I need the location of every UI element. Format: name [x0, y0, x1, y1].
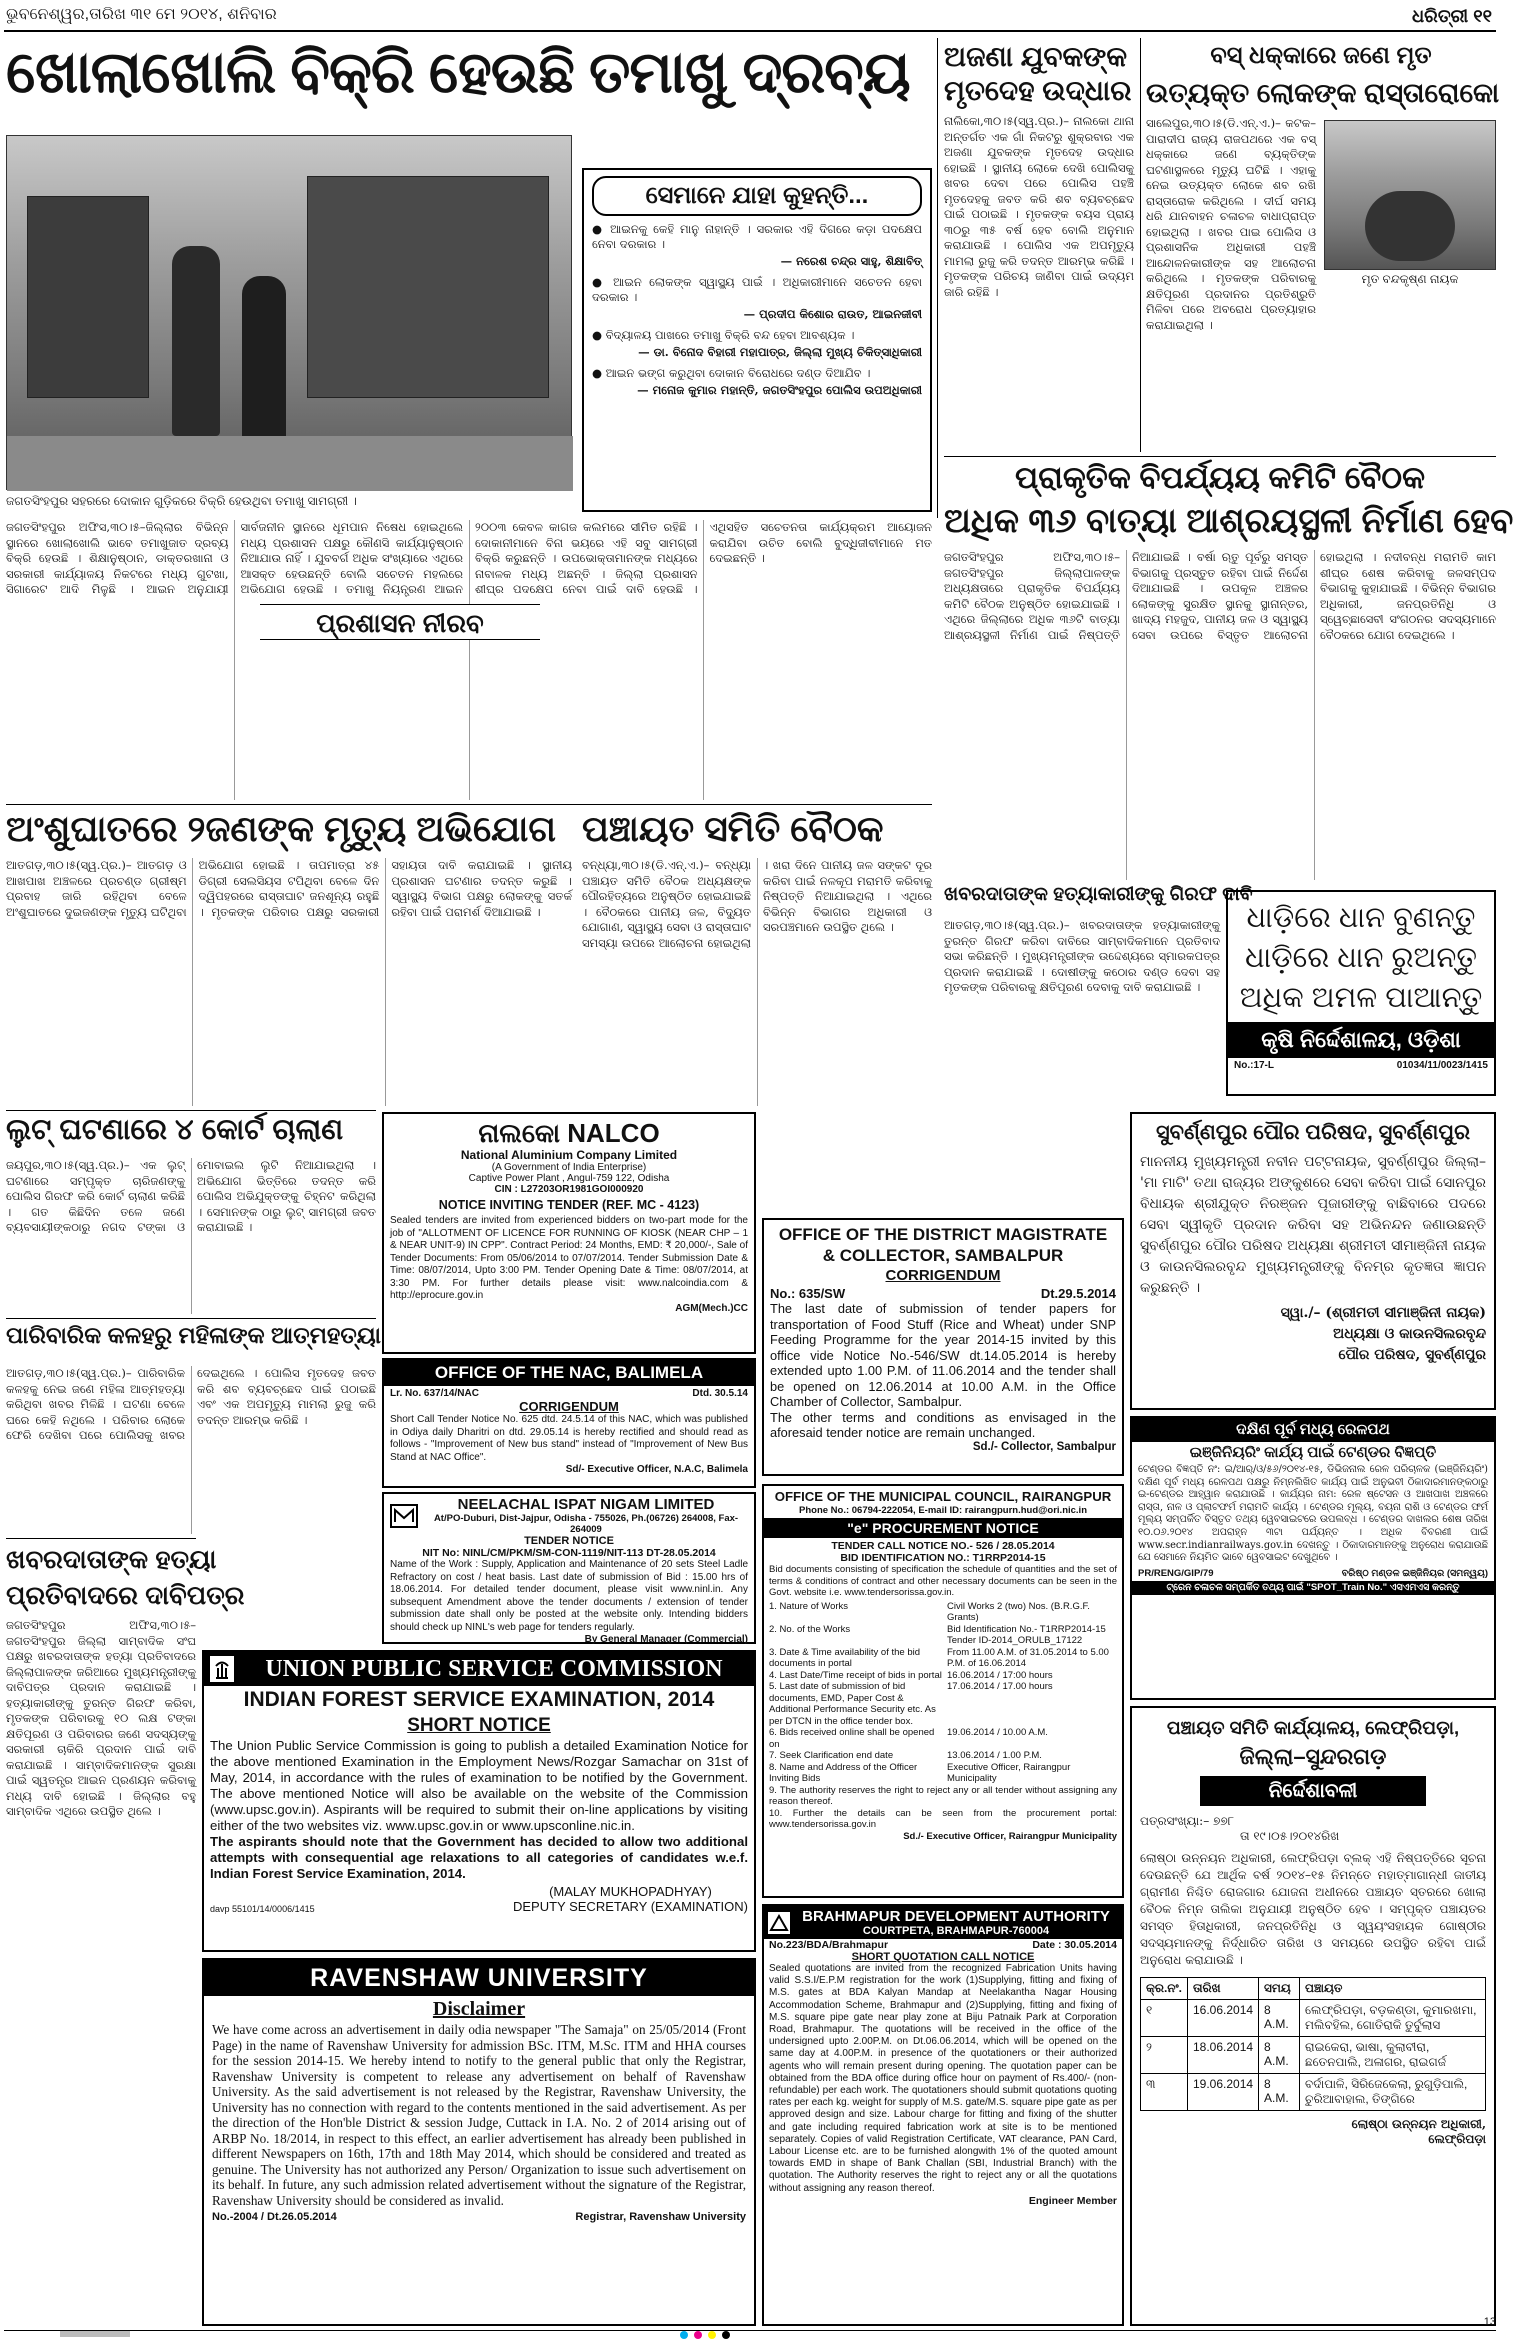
lephripara-column-header: ତାରିଖ: [1187, 1978, 1258, 2000]
bus-headline-1: ବସ୍ ଧକ୍କାରେ ଜଣେ ମୃତ: [1210, 42, 1432, 69]
table-cell: ୩: [1141, 2074, 1188, 2111]
rairangpur-row: [769, 1681, 1117, 1727]
unknown-body: ନାଲିକୋ,୩୦।୫(ସ୍ୱ.ପ୍ର.)– ନାଲକୋ ଥାନା ଅନ୍ତର୍ଗତ ଏକ ଗାଁ ନିକଟରୁ ଶୁକ୍ରବାର ଏକ ଅଜଣା ଯୁବକଙ୍କ ମୃତଦେହ ଉଦ୍ଧାର ହୋଇଛି । ସ୍ଥାନୀୟ ଲୋକେ ଦେଖି ପୋଲିସକୁ ଖବର ଦେବା ପରେ ପୋଲିସ ପହଞ୍ଚି ମୃତଦେହକୁ ଜବତ କରି ଶବ ବ୍ୟବଚ୍ଛେଦ ପାଇଁ ପଠାଇଛି । ମୃତକଙ୍କ ବୟସ ପ୍ରାୟ ୩୦ରୁ ୩୫ ବର୍ଷ ହେବ ବୋଲି ଅନୁମାନ କରାଯାଉଛି । ପୋଲିସ ଏକ ଅପମୃତ୍ୟୁ ମାମଲା ରୁଜୁ କରି ତଦନ୍ତ ଆରମ୍ଭ କରିଛି । ମୃତକଙ୍କ ପରିଚୟ ଜାଣିବା ପାଇଁ ଉଦ୍ୟମ ଜାରି ରହିଛି ।: [944, 114, 1134, 299]
lephripara-column-header: କ୍ର.ନଂ.: [1141, 1978, 1188, 2000]
disaster-headline-2: ଅଧିକ ୩୬ ବାତ୍ୟା ଆଶ୍ରୟସ୍ଥଳୀ ନିର୍ମାଣ ହେବ: [944, 502, 1513, 540]
railway-footer: ଟ୍ରେନ ଚଳାଚଳ ସମ୍ପର୍କିତ ତଥ୍ୟ ପାଇଁ "SPOT_Train No." ଏସଏମଏସ କରନ୍ତୁ: [1132, 1581, 1494, 1595]
ravenshaw-ad: [202, 1958, 756, 2326]
rairangpur-row-value: Executive Officer, Rairangpur Municipality: [947, 1761, 1071, 1784]
sambalpur-title-1: OFFICE OF THE DISTRICT MAGISTRATE: [778, 1225, 1108, 1244]
quote-source: — ପ୍ରଦୀପ କିଶୋର ରାଉତ, ଆଇନଜୀବୀ: [743, 307, 922, 321]
column-rule: [6, 1538, 196, 1539]
sambalpur-sign: Sd./- Collector, Sambalpur: [972, 1440, 1116, 1453]
agri-ad: [1226, 890, 1496, 1096]
nalco-ad: [382, 1112, 756, 1354]
lead-headline: ଖୋଲାଖୋଲି ବିକ୍ରି ହେଉଛି ତମାଖୁ ଦ୍ରବ୍ୟ: [6, 40, 910, 105]
quote-source: — ଡା. ବିନୋଦ ବିହାରୀ ମହାପାତ୍ର, ଜିଲ୍ଲା ମୁଖ୍ୟ ଚିକିତ୍ସାଧିକାରୀ: [638, 345, 922, 359]
table-row: [1141, 2000, 1486, 2037]
rairangpur-row: [769, 1750, 1117, 1762]
column-rule: [6, 804, 932, 805]
nac-title: OFFICE OF THE NAC, BALIMELA: [384, 1360, 754, 1386]
lead-photo-caption: ଜଗତସିଂହପୁର ସହରରେ ଦୋକାନ ଗୁଡ଼ିକରେ ବିକ୍ରି ହେଉଥିବା ତମାଖୁ ସାମଗ୍ରୀ ।: [6, 494, 357, 508]
agri-line-3: ଅଧିକ ଅମଳ ପାଆନ୍ତୁ: [1239, 982, 1483, 1014]
protest-body: ଜଗତସିଂହପୁର ଅଫିସ,୩୦।୫– ଜଗତସିଂହପୁର ଜିଲ୍ଲା ସାମ୍ବାଦିକ ସଂଘ ପକ୍ଷରୁ ଖବରଦାତାଙ୍କ ହତ୍ୟା ପ୍ରତିବାଦରେ ଜିଲ୍ଲାପାଳଙ୍କ ଜରିଆରେ ମୁଖ୍ୟମନ୍ତ୍ରୀଙ୍କୁ ଦାବିପତ୍ର ପ୍ରଦାନ କରାଯାଇଛି । ହତ୍ୟାକାରୀଙ୍କୁ ତୁରନ୍ତ ଗିରଫ କରିବା, ମୃତକଙ୍କ ପରିବାରକୁ ୧୦ ଲକ୍ଷ ଟଙ୍କା କ୍ଷତିପୂରଣ ଓ ପରିବାରର ଜଣେ ସଦସ୍ୟଙ୍କୁ ସରକାରୀ ଚାକିରି ପ୍ରଦାନ ପାଇଁ ଦାବି କରାଯାଇଛି । ସାମ୍ବାଦିକମାନଙ୍କ ସୁରକ୍ଷା ପାଇଁ ସ୍ୱତନ୍ତ୍ର ଆଇନ ପ୍ରଣୟନ କରିବାକୁ ମଧ୍ୟ ଦାବି ହୋଇଛି । ଜିଲ୍ଲାର ବହୁ ସାମ୍ବାଦିକ ଏଥିରେ ଉପସ୍ଥିତ ଥିଲେ ।: [6, 1618, 196, 1818]
rairangpur-row-key: 4. Last Date/Time receipt of bids in portal: [769, 1669, 942, 1681]
rairangpur-row-value: Bid Identification No.- T1RRP2014-15 Tender ID-2014_ORULB_17122: [947, 1623, 1106, 1646]
ravenshaw-body: We have come across an advertisement in daily odia newspaper "The Samaja" on 25/05/2014 (Front Page) in the name of Ravenshaw University for admission BSc. ITM, M.Sc. ITM and HHA courses for the session 2014-15. We hereby intend to notify to the general public that only the Registrar, Ravenshaw University is competent to release any advertisement on behalf of Ravenshaw University. As the said advertisement is not released by the Registrar, Ravenshaw University, the University has no connection with regard to the contents mentioned in the said advertisement. As per the direction of the Hon'ble District & session Judge, Cuttack in I.A. No. 2 of 2014 arising out of ARBP No. 18/2014, in respect to this effect, an earlier advertisement has already been published in different Newspapers on 16th, 17th and 18th May 2014, which should be considered and treated as genuine. The University has not authorized any Person/ Organization to issue such advertisement on its behalf. In future, any such admission related advertisement without the signature of the Registrar, Ravenshaw University should be considered as invalid.: [212, 2022, 746, 2208]
lephripara-sign-1: ଲୋଷ୍ଠା ଉନ୍ନୟନ ଅଧିକାରୀ,: [1351, 2117, 1486, 2131]
agri-line-2: ଧାଡ଼ିରେ ଧାନ ରୁଅନ୍ତୁ: [1244, 942, 1478, 974]
rairangpur-row-key: 5. Last date of submission of bid documents, EMD, Paper Cost & Additional Performance Security etc. As per DTCN in the office tender box.: [769, 1681, 936, 1727]
journalist-body: ଆତଗଡ଼,୩୦।୫(ସ୍ୱ.ପ୍ର.)– ଖବରଦାତାଙ୍କ ହତ୍ୟାକାରୀଙ୍କୁ ତୁରନ୍ତ ଗିରଫ କରିବା ଦାବିରେ ସାମ୍ବାଦିକମାନେ ପ୍ରତିବାଦ ସଭା କରିଛନ୍ତି । ମୁଖ୍ୟମନ୍ତ୍ରୀଙ୍କ ଉଦ୍ଦେଶ୍ୟରେ ସ୍ମାରକପତ୍ର ପ୍ରଦାନ କରାଯାଇଛି । ଦୋଷୀଙ୍କୁ କଠୋର ଦଣ୍ଡ ଦେବା ସହ ମୃତକଙ୍କ ପରିବାରକୁ କ୍ଷତିପୂରଣ ଦେବାକୁ ଦାବି କରାଯାଇଛି ।: [944, 918, 1220, 994]
quote-item: ● ଆଇନକୁ କେହି ମାନୁ ନାହାନ୍ତି । ସରକାର ଏହି ଦିଗରେ କଡ଼ା ପଦକ୍ଷେପ ନେବା ଦରକାର ।: [592, 222, 922, 251]
rairangpur-note-9: 9. The authority reserves the right to reject any or all tender without assigning any reason thereof.: [769, 1784, 1117, 1807]
upsc-sign-name: (MALAY MUKHOPADHYAY): [549, 1884, 712, 1899]
quote-item: ● ଆଇନ ଭଙ୍ଗ କରୁଥିବା ଦୋକାନ ବିରୋଧରେ ଦଣ୍ଡ ଦିଆଯିବ ।: [592, 366, 871, 380]
rairangpur-row-key: 1. Nature of Works: [769, 1600, 849, 1612]
page-number: 13: [1483, 2316, 1496, 2328]
table-row: [1141, 2074, 1486, 2111]
nac-sub: CORRIGENDUM: [519, 1399, 619, 1414]
bus-photo-caption: ମୃତ ବନ୍ଦକୃଷ୍ଣ ନାୟକ: [1361, 272, 1459, 286]
table-cell: 8 A.M.: [1259, 2074, 1300, 2111]
lightning-headline: ଅଂଶୁଘାତରେ ୨ଜଣଙ୍କ ମୃତ୍ୟୁ ଅଭିଯୋଗ: [6, 808, 556, 849]
nalco-logo: [390, 1118, 748, 1148]
lephripara-title-2: ଜିଲ୍ଲା–ସୁନ୍ଦରଗଡ଼: [1239, 1744, 1387, 1769]
lead-subhead: ପ୍ରଶାସନ ନୀରବ: [260, 604, 540, 640]
subarnapur-sign-3: ପୌର ପରିଷଦ, ସୁବର୍ଣ୍ଣପୁର: [1338, 1347, 1486, 1363]
railway-ad: [1130, 1416, 1496, 1700]
sambalpur-no: No.: 635/SW: [770, 1286, 846, 1301]
ninl-logo-icon: [390, 1504, 418, 1528]
column-rule: [937, 38, 938, 518]
table-cell: ରାଇକେରା, ଭାଷା, କୁଲାବୀରା, ଛତେନପାଲି, ଅଳାଗର, ରାଇଗର୍ଜ: [1300, 2037, 1486, 2074]
nalco-sign: AGM(Mech.)CC: [675, 1302, 748, 1314]
top-rule: [4, 30, 1496, 32]
quote-box-title: ସେମାନେ ଯାହା କୁହନ୍ତି...: [592, 176, 922, 216]
lead-body-text: ଜଗତସିଂହପୁର ଅଫିସ,୩୦।୫–ଜିଲ୍ଲାର ବିଭିନ୍ନ ସ୍ଥାନରେ ଖୋଲାଖୋଲି ଭାବେ ତମାଖୁଜାତ ଦ୍ରବ୍ୟ ବିକ୍ରି ହେଉଛି । ଶିକ୍ଷାନୁଷ୍ଠାନ, ଡାକ୍ତରଖାନା ଓ ସରକାରୀ କାର୍ଯ୍ୟାଳୟ ନିକଟରେ ମଧ୍ୟ ଗୁଟଖା, ସିଗାରେଟ ଆଦି ମିଳୁଛି । ଆଇନ ଅନୁଯାୟୀ ସାର୍ବଜନୀନ ସ୍ଥାନରେ ଧୂମପାନ ନିଷେଧ ହୋଇଥିଲେ ମଧ୍ୟ ପ୍ରଶାସନ ପକ୍ଷରୁ କୌଣସି କାର୍ଯ୍ୟାନୁଷ୍ଠାନ ନିଆଯାଉ ନାହିଁ । ଯୁବବର୍ଗ ଅଧିକ ସଂଖ୍ୟାରେ ଏଥିରେ ଆସକ୍ତ ହେଉଛନ୍ତି ବୋଲି ସଚେତନ ମହଲରେ ଅଭିଯୋଗ ହେଉଛି । ତମାଖୁ ନିୟନ୍ତ୍ରଣ ଆଇନ ୨୦୦୩ କେବଳ କାଗଜ କଲମରେ ସୀମିତ ରହିଛି । ଦୋକାନୀମାନେ ବିନା ଭୟରେ ଏହି ସବୁ ସାମଗ୍ରୀ ବିକ୍ରି କରୁଛନ୍ତି । ଉପଭୋକ୍ତାମାନଙ୍କ ମଧ୍ୟରେ ନାବାଳକ ମଧ୍ୟ ଅଛନ୍ତି । ଜିଲ୍ଲା ପ୍ରଶାସନ ଶୀଘ୍ର ପଦକ୍ଷେପ ନେବା ପାଇଁ ଦାବି ହେଉଛି । ଏଥିସହିତ ସଚେତନତା କାର୍ଯ୍ୟକ୍ରମ ଆୟୋଜନ କରାଯିବା ଉଚିତ ବୋଲି ବୁଦ୍ଧିଜୀବୀମାନେ ମତ ଦେଇଛନ୍ତି ।: [6, 520, 932, 596]
nalco-sub1: (A Government of India Enterprise): [491, 1162, 647, 1173]
unknown-headline-2: ମୃତଦେହ ଉଦ୍ଧାର: [944, 75, 1132, 106]
rairangpur-call: TENDER CALL NOTICE NO.- 526 / 28.05.2014: [831, 1540, 1055, 1552]
nalco-sub2: Captive Power Plant , Angul-759 122, Odisha: [468, 1173, 670, 1184]
table-cell: ବର୍ଦାପାଳି, ସିରିଜେକେଲା, ରୁଗୁଡ଼ିପାଲି, ଚୁରିଆବାହାଲ, ତିଙ୍ଗିରେ: [1300, 2074, 1486, 2111]
rairangpur-row-key: 7. Seek Clarification end date: [769, 1750, 894, 1761]
nac-letter: Lr. No. 637/14/NAC: [390, 1388, 479, 1399]
agri-line-1: ଧାଡ଼ିରେ ଧାନ ବୁଣନ୍ତୁ: [1246, 902, 1476, 934]
sambalpur-title-2: & COLLECTOR, SAMBALPUR: [822, 1246, 1064, 1265]
lephripara-patra: ପତ୍ରସଂଖ୍ୟା:– ୭୭୮: [1140, 1814, 1234, 1828]
railway-ref: PR/RENG/GIP/79: [1138, 1567, 1214, 1579]
rairangpur-phone: Phone No.: 06794-222054, E-mail ID: rairangpurn.hud@ori.nic.in: [799, 1505, 1087, 1516]
upsc-emblem-icon: [210, 1656, 234, 1682]
rairangpur-bid: BID IDENTIFICATION NO.: T1RRP2014-15: [840, 1552, 1046, 1564]
rairangpur-row-value: 17.06.2014 / 17.00 hours: [947, 1681, 1053, 1692]
samiti-headline: ପଞ୍ଚାୟତ ସମିତି ବୈଠକ: [582, 808, 884, 849]
samiti-body: ବନ୍ଧ୍ୟା,୩୦।୫(ଡି.ଏନ୍.ଏ.)– ବନ୍ଧ୍ୟା ପଞ୍ଚାୟତ ସମିତି ବୈଠକ ଅଧ୍ୟକ୍ଷଙ୍କ ପୌରହିତ୍ୟରେ ଅନୁଷ୍ଠିତ ହୋଇଯାଇଛି । ବୈଠକରେ ପାନୀୟ ଜଳ, ବିଦ୍ୟୁତ ଯୋଗାଣ, ସ୍ୱାସ୍ଥ୍ୟ ସେବା ଓ ରାସ୍ତାଘାଟ ସମସ୍ୟା ଉପରେ ଆଲୋଚନା ହୋଇଥିଲା । ଖରା ଦିନେ ପାନୀୟ ଜଳ ସଙ୍କଟ ଦୂର କରିବା ପାଇଁ ନଳକୂପ ମରାମତି କରିବାକୁ ନିଷ୍ପତ୍ତି ନିଆଯାଇଥିଲା । ଏଥିରେ ବିଭିନ୍ନ ବିଭାଗର ଅଧିକାରୀ ଓ ସରପଞ୍ଚମାନେ ଉପସ୍ଥିତ ଥିଲେ ।: [582, 858, 932, 950]
lephripara-date: ତା ୧୯।୦୫।୨୦୧୪ରିଖ: [1240, 1829, 1340, 1843]
bus-body: ସାଲେପୁର,୩୦।୫(ଡି.ଏନ୍.ଏ.)– କଟକ–ପାରାଦୀପ ରାଜ୍ୟ ରାଜପଥରେ ଏକ ବସ୍ ଧକ୍କାରେ ଜଣେ ବ୍ୟକ୍ତିଙ୍କ ଘଟଣାସ୍ଥଳରେ ମୃତ୍ୟୁ ଘଟିଛି । ଏହାକୁ ନେଇ ଉତ୍ୟକ୍ତ ଲୋକେ ଶବ ରଖି ରାସ୍ତାରୋକ କରିଥିଲେ । ଦୀର୍ଘ ସମୟ ଧରି ଯାନବାହନ ଚଳାଚଳ ବାଧାପ୍ରାପ୍ତ ହୋଇଥିଲା । ଖବର ପାଇ ପୋଲିସ ଓ ପ୍ରଶାସନିକ ଅଧିକାରୀ ପହଞ୍ଚି ଆନ୍ଦୋଳନକାରୀଙ୍କ ସହ ଆଲୋଚନା କରିଥିଲେ । ମୃତକଙ୍କ ପରିବାରକୁ କ୍ଷତିପୂରଣ ପ୍ରଦାନର ପ୍ରତିଶ୍ରୁତି ମିଳିବା ପରେ ଅବରୋଧ ପ୍ରତ୍ୟାହାର କରାଯାଇଥିଲା ।: [1146, 116, 1316, 332]
railway-title: ଇଞ୍ଜିନିୟରିଂ କାର୍ଯ୍ୟ ପାଇଁ ଟେଣ୍ଡର ବିଜ୍ଞପ୍ତି: [1189, 1444, 1437, 1461]
table-cell: 8 A.M.: [1259, 2037, 1300, 2074]
nac-body: Short Call Tender Notice No. 625 dtd. 24.5.14 of this NAC, which was published in Odiya daily Dharitri on dtd. 29.05.14 is hereby rectified and should read as follows - "Improvement of New bus stand" instead of "Improvement of New Bus Stand at NAC Office".: [390, 1414, 748, 1463]
upsc-exam: INDIAN FOREST SERVICE EXAMINATION, 2014: [243, 1688, 715, 1711]
agri-ref-right: 01034/11/0023/1415: [1396, 1060, 1488, 1071]
ravenshaw-title: RAVENSHAW UNIVERSITY: [204, 1960, 754, 1996]
table-cell: ଲେଫ୍ରିପଡ଼ା, ବଡ଼କଣ୍ଡା, କୁମାରଖମା, ମଲିବହିଲ, ଗୋତିରାକି ତୁର୍ବୁଲାସ: [1300, 2000, 1486, 2037]
rairangpur-row: [769, 1762, 1117, 1785]
rairangpur-note-10: 10. Further the details can be seen from the procurement portal: www.tendersorissa.gov.in: [769, 1807, 1117, 1830]
disaster-body: ଜଗତସିଂହପୁର ଅଫିସ,୩୦।୫– ଜଗତସିଂହପୁର ଜିଲ୍ଲାପାଳଙ୍କ ଅଧ୍ୟକ୍ଷତାରେ ପ୍ରାକୃତିକ ବିପର୍ଯ୍ୟୟ କମିଟି ବୈଠକ ଅନୁଷ୍ଠିତ ହୋଇଯାଇଛି । ଏଥିରେ ଜିଲ୍ଲାରେ ଅଧିକ ୩୬ଟି ବାତ୍ୟା ଆଶ୍ରୟସ୍ଥଳୀ ନିର୍ମାଣ ପାଇଁ ନିଷ୍ପତ୍ତି ନିଆଯାଇଛି । ବର୍ଷା ଋତୁ ପୂର୍ବରୁ ସମସ୍ତ ବିଭାଗକୁ ପ୍ରସ୍ତୁତ ରହିବା ପାଇଁ ନିର୍ଦ୍ଦେଶ ଦିଆଯାଇଛି । ଉପକୂଳ ଅଞ୍ଚଳର ଲୋକଙ୍କୁ ସୁରକ୍ଷିତ ସ୍ଥାନକୁ ସ୍ଥାନାନ୍ତର, ଖାଦ୍ୟ ମହଜୁଦ, ପାନୀୟ ଜଳ ଓ ସ୍ୱାସ୍ଥ୍ୟ ସେବା ଉପରେ ବିସ୍ତୃତ ଆଲୋଚନା ହୋଇଥିଲା । ନଦୀବନ୍ଧ ମରାମତି କାମ ଶୀଘ୍ର ଶେଷ କରିବାକୁ ଜଳସମ୍ପଦ ବିଭାଗକୁ କୁହାଯାଇଛି । ବିଭିନ୍ନ ବିଭାଗର ଅଧିକାରୀ, ଜନପ୍ରତିନିଧି ଓ ସ୍ୱେଚ୍ଛାସେବୀ ସଂଗଠନର ସଦସ୍ୟମାନେ ବୈଠକରେ ଯୋଗ ଦେଇଥିଲେ ।: [944, 550, 1496, 642]
rairangpur-sign: Sd./- Executive Officer, Rairangpur Municipality: [903, 1830, 1117, 1842]
railway-header: ଦକ୍ଷିଣ ପୂର୍ବ ମଧ୍ୟ ରେଳପଥ: [1132, 1418, 1494, 1442]
railway-sign: ବରିଷ୍ଠ ମଣ୍ଡଳ ଇଞ୍ଜିନିୟର (ସମନ୍ୱୟ): [1341, 1567, 1488, 1579]
nalco-body: Sealed tenders are invited from experienced bidders on two-part mode for the job of "ALLOTMENT OF LICENCE FOR RUNNING OF KIOSK (NEAR CHP – 1 & NEAR UNIT-9) IN CPP". Contract Period: 24 Months, EMD: ₹ 20,000/-, Sale of Tender Documents: From 05/06/2014 to 07/07/2014. Tender Submission Date & Time: 08/07/2014, Upto 3:00 PM. Tender Opening Date & Time: 08/07/2014, at 3:30 PM. For further details please visit: www.nalcoindia.com & http://eprocure.gov.in: [390, 1215, 748, 1301]
bda-date: Date : 30.05.2014: [1032, 1939, 1117, 1951]
ninl-title: NEELACHAL ISPAT NIGAM LIMITED: [457, 1496, 715, 1513]
suicide-body: ଆତଗଡ଼,୩୦।୫(ସ୍ୱ.ପ୍ର.)– ପାରିବାରିକ କଳହକୁ ନେଇ ଜଣେ ମହିଳା ଆତ୍ମହତ୍ୟା କରିଥିବା ଖବର ମିଳିଛି । ଘଟଣା ବେଳେ ଘରେ କେହି ନଥିଲେ । ପରିବାର ଲୋକେ ଫେରି ଦେଖିବା ପରେ ପୋଲିସକୁ ଖବର ଦେଇଥିଲେ । ପୋଲିସ ମୃତଦେହ ଜବତ କରି ଶବ ବ୍ୟବଚ୍ଛେଦ ପାଇଁ ପଠାଇଛି ଏବଂ ଏକ ଅପମୃତ୍ୟୁ ମାମଲା ରୁଜୁ କରି ତଦନ୍ତ ଆରମ୍ଭ କରିଛି ।: [6, 1366, 376, 1442]
folio-page-title: ଧରିତ୍ରୀ ୧୧: [1412, 6, 1492, 26]
column-rule: [1140, 38, 1141, 452]
upsc-body: The Union Public Service Commission is going to publish a detailed Examination Notice for the above mentioned Examination in the Employment News/Rozgar Samachar on 31st of May, 2014, in accordance with the rules of examination to be notified by the Government. The above mentioned Notice will also be available on the website of the Commission (www.upsc.gov.in). Aspirants will be required to submit their on-line applications by visiting either of the two websites viz. www.upsc.gov.in or www.upsconline.nic.in.: [210, 1738, 748, 1833]
bda-sub: SHORT QUOTATION CALL NOTICE: [851, 1951, 1035, 1963]
bus-photo: [1324, 120, 1496, 270]
agri-ref-left: No.:17-L: [1234, 1060, 1274, 1071]
quote-source: — ମନୋଜ କୁମାର ମହାନ୍ତି, ଜଗତସିଂହପୁର ପୋଲିସ ଉପଅଧିକାରୀ: [637, 383, 922, 397]
registration-mark: [708, 2331, 716, 2339]
lephripara-table: [1140, 1977, 1486, 2111]
subarnapur-sign-1: ସ୍ୱା./– (ଶ୍ରୀମତୀ ସୀମାଞ୍ଜିନୀ ନାୟକ): [1280, 1305, 1486, 1321]
sambalpur-body-2: The other terms and conditions as envisaged in the aforesaid tender notice are remain unchanged.: [770, 1409, 1116, 1440]
bda-ad: [762, 1904, 1124, 2326]
ravenshaw-sign: Registrar, Ravenshaw University: [575, 2211, 746, 2223]
disaster-headline-1: ପ୍ରାକୃତିକ ବିପର୍ଯ୍ୟୟ କମିଟି ବୈଠକ: [1015, 460, 1425, 495]
lephripara-sign-2: ଲେଫ୍ରିପଡ଼ା: [1428, 2132, 1486, 2146]
rairangpur-row: [769, 1647, 1117, 1670]
rairangpur-row-key: 2. No. of the Works: [769, 1623, 851, 1635]
rairangpur-row: [769, 1670, 1117, 1682]
lightning-body: ଆତଗଡ଼,୩୦।୫(ସ୍ୱ.ପ୍ର.)– ଆତଗଡ଼ ଓ ଆଖପାଖ ଅଞ୍ଚଳରେ ପ୍ରଚଣ୍ଡ ଗ୍ରୀଷ୍ମ ପ୍ରବାହ ଜାରି ରହିଥିବା ବେଳେ ଅଂଶୁଘାତରେ ଦୁଇଜଣଙ୍କ ମୃତ୍ୟୁ ଘଟିଥିବା ଅଭିଯୋଗ ହୋଇଛି । ତାପମାତ୍ରା ୪୫ ଡିଗ୍ରୀ ସେଲସିୟସ ଟପିଥିବା ବେଳେ ଦିନ ଦ୍ୱିପହରରେ ରାସ୍ତାଘାଟ ଜନଶୂନ୍ୟ ରହୁଛି । ମୃତକଙ୍କ ପରିବାର ପକ୍ଷରୁ ସରକାରୀ ସହାୟତା ଦାବି କରାଯାଇଛି । ସ୍ଥାନୀୟ ପ୍ରଶାସନ ଘଟଣାର ତଦନ୍ତ କରୁଛି । ସ୍ୱାସ୍ଥ୍ୟ ବିଭାଗ ପକ୍ଷରୁ ଲୋକଙ୍କୁ ସତର୍କ ରହିବା ପାଇଁ ପରାମର୍ଶ ଦିଆଯାଇଛି ।: [6, 858, 572, 919]
rairangpur-title: OFFICE OF THE MUNICIPAL COUNCIL, RAIRANGPUR: [774, 1489, 1112, 1504]
registration-mark: [60, 2331, 130, 2337]
rairangpur-row-key: 6. Bids received online shall be opened on: [769, 1727, 935, 1750]
protest-headline-2: ପ୍ରତିବାଦରେ ଦାବିପତ୍ର: [6, 1580, 245, 1610]
ninl-sub: TENDER NOTICE: [524, 1535, 614, 1547]
registration-mark: [680, 2331, 688, 2339]
rairangpur-row: [769, 1601, 1117, 1624]
bottom-rule: [4, 2330, 1496, 2331]
railway-body: ଟେଣ୍ଡର ବିଜ୍ଞପ୍ତି ନଂ: ଇ/ଆର୍/ଓ/୫୬/୨୦୧୪-୧୫, ଡିଭିଜନାଲ ରେଳ ପରିଚାଳକ (ଇଞ୍ଜିନିୟରିଂ) ଦକ୍ଷିଣ ପୂର୍ବ ମଧ୍ୟ ରେଳପଥ ପକ୍ଷରୁ ନିମ୍ନଲିଖିତ କାର୍ଯ୍ୟ ପାଇଁ ଅନୁଭବୀ ଠିକାଦାରମାନଙ୍କଠାରୁ ଇ-ଟେଣ୍ଡର ଆହ୍ୱାନ କରାଯାଉଛି । କାର୍ଯ୍ୟର ନାମ: ରେଳ ଷ୍ଟେସନ ଓ ଆଖପାଖ ଅଞ୍ଚଳରେ ରାସ୍ତା, ନାଳ ଓ ପ୍ଲାଟଫର୍ମ ମରାମତି କାର୍ଯ୍ୟ । ଟେଣ୍ଡର ମୂଲ୍ୟ, ବୟନା ରାଶି ଓ ଟେଣ୍ଡର ଫର୍ମ ମୂଲ୍ୟ ସମ୍ପର୍କିତ ବିସ୍ତୃତ ତଥ୍ୟ ୱେବସାଇଟରେ ଉପଲବ୍ଧ । ଟେଣ୍ଡର ଦାଖଲର ଶେଷ ତାରିଖ ୧୦.୦୬.୨୦୧୪ ଅପରାହ୍ନ ୩ଟା ପର୍ଯ୍ୟନ୍ତ । ଅଧିକ ବିବରଣୀ ପାଇଁ www.secr.indianrailways.gov.in ଦେଖନ୍ତୁ । ଠିକାଦାରମାନଙ୍କୁ ଅନୁରୋଧ କରାଯାଉଛି ଯେ ସେମାନେ ନିୟମିତ ଭାବେ ୱେବସାଇଟ ଦେଖୁଥିବେ ।: [1138, 1464, 1488, 1564]
ninl-sign: By General Manager (Commercial): [584, 1634, 748, 1645]
lephripara-column-header: ସମୟ: [1259, 1978, 1300, 2000]
rairangpur-row-key: 8. Name and Address of the Officer Inviting Bids: [769, 1761, 918, 1784]
ninl-body: Name of the Work : Supply, Application and Maintenance of 20 sets Steel Ladle Refractory on cost / heat basis. Last date of submission of Bid : 15.00 hrs of 18.06.2014. For detailed tender document, please visit www.ninl.in. Any subsequent Amendment above the tender documents / extension of tender submission date shall only be posted at the website only. Intending bidders should check up NINL's web page for tenders regularly.: [390, 1559, 748, 1633]
nac-sign: Sd/- Executive Officer, N.A.C, Balimela: [565, 1464, 748, 1475]
lephripara-title-1: ପଞ୍ଚାୟତ ସମିତି କାର୍ଯ୍ୟାଳୟ, ଲେଫ୍ରିପଡ଼ା,: [1166, 1717, 1460, 1738]
bda-body: Sealed quotations are invited from the recognized Fabrication Units having valid S.S.I/E.P.M registration for the work (1)Supplying, fitting and fixing of M.S. gates at BDA Kalyan Mandap at Neelakantha Nagar Housing Accommodation Scheme, Brahmapur and (2)Supplying, fitting and fixing of M.S. square pipe gate near play zone at Biju Patnaik Park at Corporation Road, Brahmapur. The quotations will be received in the office of the undersigned upto 2.00P.M. on Dt.06.06.2014, which will be opened on the same day at 4.00P.M. in presence of the quotationers or their authorized agents who will remain present during opening. The quotation paper can be obtained from the BDA office during office hour on payment of Rs.400/- (non-refundable) per each work. The quotationers should submit quotations quoting rates per each kg. weight for supply of M.S. gate/M.S. square pipe gate as per approved design and size. Labour charge for fitting and fixing of the shutter and gate including required fabrication work at site is to be mentioned separately. Copies of valid Registration Certificate, VAT clearance, PAN Card, Labour License etc. are to be furnished alongwith 1% of the quoted amount towards EMD in shape of Bank Challan (SBI, Industrial Branch) with the quotation. The Authority reserves the right to reject any or all the quotations without assigning any reason thereof.: [769, 1963, 1117, 2194]
rairangpur-row: [769, 1727, 1117, 1750]
subarnapur-sign-2: ଅଧ୍ୟକ୍ଷା ଓ କାଉନସିଲରବୃନ୍ଦ: [1333, 1326, 1486, 1342]
nalco-title: NOTICE INVITING TENDER (REF. MC - 4123): [438, 1198, 700, 1212]
protest-headline-1: ଖବରଦାତାଙ୍କ ହତ୍ୟା: [6, 1544, 217, 1574]
agri-footer: କୃଷି ନିର୍ଦ୍ଦେଶାଳୟ, ଓଡ଼ିଶା: [1228, 1022, 1494, 1058]
ninl-nit: NIT No: NINL/CM/PKM/SM-CON-1119/NIT-113 DT-28.05.2014: [422, 1547, 716, 1559]
folio-dateline: ଭୁବନେଶ୍ୱର,ତାରିଖ ୩୧ ମେ ୨୦୧୪, ଶନିବାର: [6, 6, 277, 23]
registration-mark: [694, 2331, 702, 2339]
lephripara-body: ଲୋଷ୍ଠା ଉନ୍ନୟନ ଅଧିକାରୀ, ଲେଫ୍ରିପଡ଼ା ବ୍ଲକ୍ ଏହି ନିଷ୍ପତ୍ତିରେ ସୂଚନା ଦେଉଛନ୍ତି ଯେ ଆର୍ଥିକ ବର୍ଷ ୨୦୧୪–୧୫ ନିମନ୍ତେ ମହାତ୍ମାଗାନ୍ଧୀ ଜାତୀୟ ଗ୍ରାମୀଣ ନିଶ୍ଚିତ ରୋଜଗାର ଯୋଜନା ଅଧୀନରେ ପଞ୍ଚାୟତ ସ୍ତରରେ ଖୋଲା ବୈଠକ ନିମ୍ନ ତାଲିକା ଅନୁଯାୟୀ ଅନୁଷ୍ଠିତ ହେବ । ସମ୍ପୃକ୍ତ ପଞ୍ଚାୟତର ସମସ୍ତ ହିତାଧିକାରୀ, ଜନପ୍ରତିନିଧି ଓ ସ୍ୱୟଂସହାୟକ ଗୋଷ୍ଠୀର ସଦସ୍ୟମାନଙ୍କୁ ନିର୍ଦ୍ଧାରିତ ତାରିଖ ଓ ସମୟରେ ଉପସ୍ଥିତ ରହିବା ପାଇଁ ଅନୁରୋଧ କରାଯାଉଛି ।: [1140, 1851, 1486, 1967]
ninl-ad: [382, 1492, 756, 1644]
lephripara-ad: [1130, 1706, 1496, 2326]
unknown-headline-1: ଅଜଣା ଯୁବକଙ୍କ: [944, 41, 1128, 72]
column-rule: [944, 456, 1496, 457]
nalco-cin: CIN : L27203OR1981GOI000920: [494, 1184, 644, 1195]
rairangpur-intro: Bid documents consisting of specification the schedule of quantities and the set of terms & conditions of contract and other necessary documents can be seen in the Govt. website i.e. www.tendersorissa.gov.in.: [769, 1564, 1117, 1598]
sambalpur-body-1: The last date of submission of tender papers for transportation of Food Stuff (Rice and Wheat) under SNP Feeding Programme for the year 2014-15 invited by this office vide Notice No.-546/SW dt.14.05.2014 is hereby extended upto 1.00 P.M. of 11.06.2014 and the tender shall be opened on 12.06.2014 at 10.00 A.M. in the Office Chamber of Collector, Sambalpur.: [770, 1301, 1116, 1409]
nac-ad: [382, 1358, 756, 1488]
nalco-company: National Aluminium Company Limited: [460, 1148, 678, 1162]
sambalpur-date: Dt.29.5.2014: [1040, 1286, 1116, 1301]
bus-headline-2: ଉତ୍ୟକ୍ତ ଲୋକଙ୍କ ରାସ୍ତାରୋକୋ: [1146, 78, 1500, 108]
table-cell: 19.06.2014: [1187, 2074, 1258, 2111]
bda-sign: Engineer Member: [1028, 2194, 1117, 2207]
lead-photo: [6, 135, 572, 490]
upsc-ad: [202, 1650, 756, 1952]
bda-title: BRAHMAPUR DEVELOPMENT AUTHORITY: [802, 1908, 1110, 1925]
table-cell: 8 A.M.: [1259, 2000, 1300, 2037]
table-cell: ୨: [1141, 2037, 1188, 2074]
nalco-brand: ନାଲକୋ NALCO: [478, 1118, 660, 1148]
table-row: [1141, 2037, 1486, 2074]
upsc-sub: SHORT NOTICE: [407, 1715, 551, 1736]
bda-no: No.223/BDA/Brahmapur: [769, 1939, 889, 1951]
upsc-sign-role: DEPUTY SECRETARY (EXAMINATION): [512, 1899, 748, 1914]
ravenshaw-ref: No.-2004 / Dt.26.05.2014: [212, 2211, 337, 2223]
rairangpur-row-value: 19.06.2014 / 10.00 A.M.: [947, 1727, 1048, 1738]
column-rule: [6, 1318, 376, 1319]
upsc-ref: davp 55101/14/0006/1415: [210, 1904, 315, 1914]
bda-logo-icon: [768, 1912, 790, 1934]
subarnapur-ad: [1130, 1112, 1496, 1410]
journalist-headline: ଖବରଦାତାଙ୍କ ହତ୍ୟାକାରୀଙ୍କୁ ଗିରଫ ଦାବି: [944, 884, 1253, 905]
sambalpur-ad: [762, 1218, 1124, 1476]
rairangpur-row-value: 16.06.2014 / 17:00 hours: [947, 1669, 1053, 1681]
rairangpur-ad: [762, 1484, 1124, 1898]
rairangpur-bar: "e" PROCUREMENT NOTICE: [764, 1518, 1122, 1538]
ninl-address: At/PO-Duburi, Dist-Jajpur, Odisha - 755026, Ph.(06726) 264008, Fax- 264009: [433, 1513, 739, 1535]
sambalpur-sub: CORRIGENDUM: [885, 1267, 1001, 1284]
column-rule: [6, 1110, 376, 1111]
quote-item: ● ବିଦ୍ୟାଳୟ ପାଖରେ ତମାଖୁ ବିକ୍ରି ବନ୍ଦ ହେବା ଆବଶ୍ୟକ ।: [592, 328, 855, 342]
rairangpur-row-value: 13.06.2014 / 1.00 P.M.: [947, 1750, 1042, 1761]
rairangpur-row-key: 3. Date & Time availability of the bid documents in portal: [769, 1646, 921, 1669]
loot-body: ଜୟପୁର,୩୦।୫(ସ୍ୱ.ପ୍ର.)– ଏକ ଲୁଟ୍ ଘଟଣାରେ ସମ୍ପୃକ୍ତ ଚାରିଜଣଙ୍କୁ ପୋଲିସ ଗିରଫ କରି କୋର୍ଟ ଚାଲାଣ କରିଛି । ଗତ କିଛିଦିନ ତଳେ ଜଣେ ବ୍ୟବସାୟୀଙ୍କଠାରୁ ନଗଦ ଟଙ୍କା ଓ ମୋବାଇଲ ଲୁଟି ନିଆଯାଇଥିଲା । ଅଭିଯୋଗ ଭିତ୍ତିରେ ତଦନ୍ତ କରି ପୋଲିସ ଅଭିଯୁକ୍ତଙ୍କୁ ଚିହ୍ନଟ କରିଥିଲା । ସେମାନଙ୍କ ଠାରୁ ଲୁଟ୍ ସାମଗ୍ରୀ ଜବତ କରାଯାଇଛି ।: [6, 1158, 376, 1234]
rairangpur-row-value: From 11.00 A.M. of 31.05.2014 to 5.00 P.M. of 16.06.2014: [947, 1646, 1109, 1669]
table-cell: 18.06.2014: [1187, 2037, 1258, 2074]
upsc-title: UNION PUBLIC SERVICE COMMISSION: [265, 1656, 723, 1682]
lephripara-column-header: ପଞ୍ଚାୟତ: [1300, 1978, 1486, 2000]
quote-box: [582, 168, 932, 512]
loot-headline: ଲୁଟ୍ ଘଟଣାରେ ୪ କୋର୍ଟ ଚାଲାଣ: [6, 1114, 344, 1146]
suicide-headline: ପାରିବାରିକ କଳହରୁ ମହିଳାଙ୍କ ଆତ୍ମହତ୍ୟା: [6, 1322, 381, 1348]
lephripara-sub: ନିର୍ଦ୍ଦେଶାବଳୀ: [1200, 1776, 1426, 1806]
quote-source: — ନରେଶ ଚନ୍ଦ୍ର ସାହୁ, ଶିକ୍ଷାବିତ୍: [780, 254, 922, 268]
table-cell: ୧: [1141, 2000, 1188, 2037]
ravenshaw-sub: Disclaimer: [432, 1998, 526, 2020]
rairangpur-details: [769, 1601, 1117, 1785]
subarnapur-body: ମାନନୀୟ ମୁଖ୍ୟମନ୍ତ୍ରୀ ନବୀନ ପଟ୍ଟନାୟକ, ସୁବର୍ଣ୍ଣପୁର ଜିଲ୍ଲା– 'ମା ମାଟି' ତଥା ରାଜ୍ୟର ଅଙ୍କୁଶରେ ସେବା କରିବା ପାଇଁ ସୋନପୁର ବିଧାୟକ ଶ୍ରୀଯୁକ୍ତ ନିରଞ୍ଜନ ପୂଜାରୀଙ୍କୁ ବାଛିବାରେ ପଦରେ ସେବା ସ୍ୱୀକୃତି ପ୍ରଦାନ କରିବା ସହ ଅଭିନନ୍ଦନ ଜଣାଉଛନ୍ତି ସୁବର୍ଣ୍ଣପୁର ପୌର ପରିଷଦ ଅଧ୍ୟକ୍ଷା ଶ୍ରୀମତୀ ସୀମାଞ୍ଜିନୀ ନାୟକ ଓ କାଉନସିଲରବୃନ୍ଦ ମୁଖ୍ୟମନ୍ତ୍ରୀଙ୍କୁ ବିନମ୍ର କୃତଜ୍ଞତା ଜ୍ଞାପନ କରୁଛନ୍ତି ।: [1140, 1154, 1486, 1296]
table-cell: 16.06.2014: [1187, 2000, 1258, 2037]
upsc-bold-note: The aspirants should note that the Government has decided to allow two additional attempts with consequential age relaxations to all categories of candidates w.e.f. Indian Forest Service Examination, 2014.: [210, 1834, 748, 1881]
quote-item: ● ଆଇନ ଲୋକଙ୍କ ସ୍ୱାସ୍ଥ୍ୟ ପାଇଁ । ଅଧିକାରୀମାନେ ସଚେତନ ହେବା ଦରକାର ।: [592, 275, 922, 304]
bda-address: COURTPETA, BRAHMAPUR-760004: [862, 1925, 1050, 1937]
rairangpur-row-value: Civil Works 2 (two) Nos. (B.R.G.F. Grants): [947, 1600, 1090, 1623]
nac-date: Dtd. 30.5.14: [692, 1388, 748, 1399]
subarnapur-title: ସୁବର୍ଣ୍ଣପୁର ପୌର ପରିଷଦ, ସୁବର୍ଣ୍ଣପୁର: [1155, 1121, 1471, 1144]
rairangpur-row: [769, 1624, 1117, 1647]
registration-mark: [722, 2331, 730, 2339]
lead-body: [6, 520, 932, 800]
